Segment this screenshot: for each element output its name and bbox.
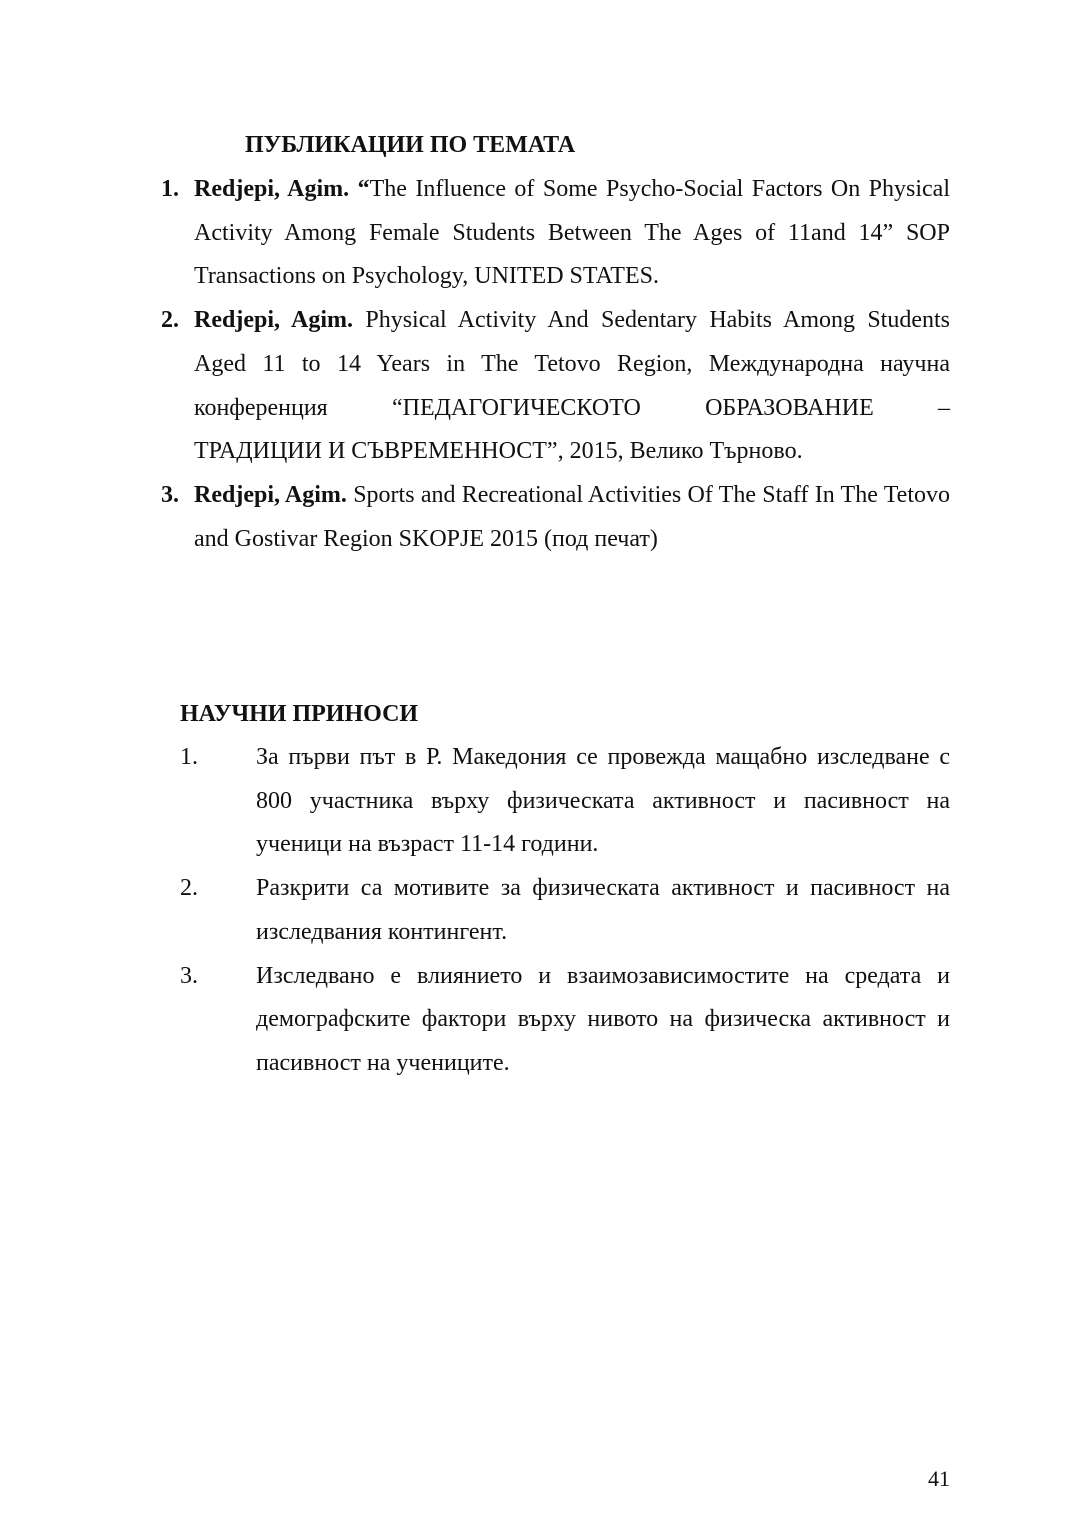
contribution-text: Изследвано е влиянието и взаимозависимостите на средата и демографските фактори върху нивото на физическа активност и пасивност на учениците. bbox=[256, 962, 950, 1076]
publication-text: Physical Activity And Sedentary Habits Among Students Aged 11 to 14 Years in The Tetovo Region, Международна научна конференция “ПЕДАГОГИЧЕСКОТО ОБРАЗОВАНИЕ – bbox=[194, 307, 950, 421]
publication-author: Redjepi, Agim. bbox=[194, 307, 353, 334]
contributions-list bbox=[0, 736, 1080, 1086]
publication-text-block bbox=[194, 299, 950, 430]
publication-text-continued: ТРАДИЦИИ И СЪВРЕМЕННОСТ”, 2015, Велико Търново. bbox=[194, 438, 803, 465]
contribution-item-3 bbox=[0, 955, 950, 1086]
contribution-number: 2. bbox=[180, 875, 198, 902]
publication-number: 3. bbox=[161, 481, 179, 508]
publication-item-1 bbox=[0, 168, 950, 299]
publication-quote-mark: “ bbox=[357, 176, 370, 202]
contributions-heading: НАУЧНИ ПРИНОСИ bbox=[180, 701, 419, 727]
contribution-item-2 bbox=[0, 867, 950, 954]
page-number: 41 bbox=[928, 1466, 950, 1491]
publication-text: The Influence of Some Psycho-Social Factors On Physical Activity Among Female Students Between The Ages of 11and 14” SOP Transactions on Psychology, UNITED STATES. bbox=[194, 176, 951, 290]
contribution-number: 1. bbox=[180, 744, 198, 770]
publications-heading: ПУБЛИКАЦИИ ПО ТЕМАТА bbox=[245, 132, 576, 158]
publication-author: Redjepi, Agim. bbox=[194, 481, 347, 508]
publication-item-2 bbox=[0, 299, 950, 474]
publication-text: Sports and Recreational Activities Of The Staff In The Tetovo and Gostivar Region SKOPJE 2015 (под печат) bbox=[194, 481, 951, 552]
publication-number: 2. bbox=[161, 307, 179, 334]
contribution-text: Разкрити са мотивите за физическата активност и пасивност на изследвания контингент. bbox=[256, 875, 950, 945]
publication-item-3 bbox=[0, 474, 950, 561]
publications-list bbox=[0, 168, 1080, 561]
contribution-item-1 bbox=[0, 736, 950, 867]
publication-number: 1. bbox=[161, 176, 179, 202]
contribution-text: За първи път в Р. Македония се провежда мащабно изследване с 800 участника върху физическата активност и пасивност на ученици на възраст 11-14 години. bbox=[256, 744, 950, 858]
publication-author: Redjepi, Agim. bbox=[194, 176, 350, 202]
contribution-number: 3. bbox=[180, 962, 198, 989]
